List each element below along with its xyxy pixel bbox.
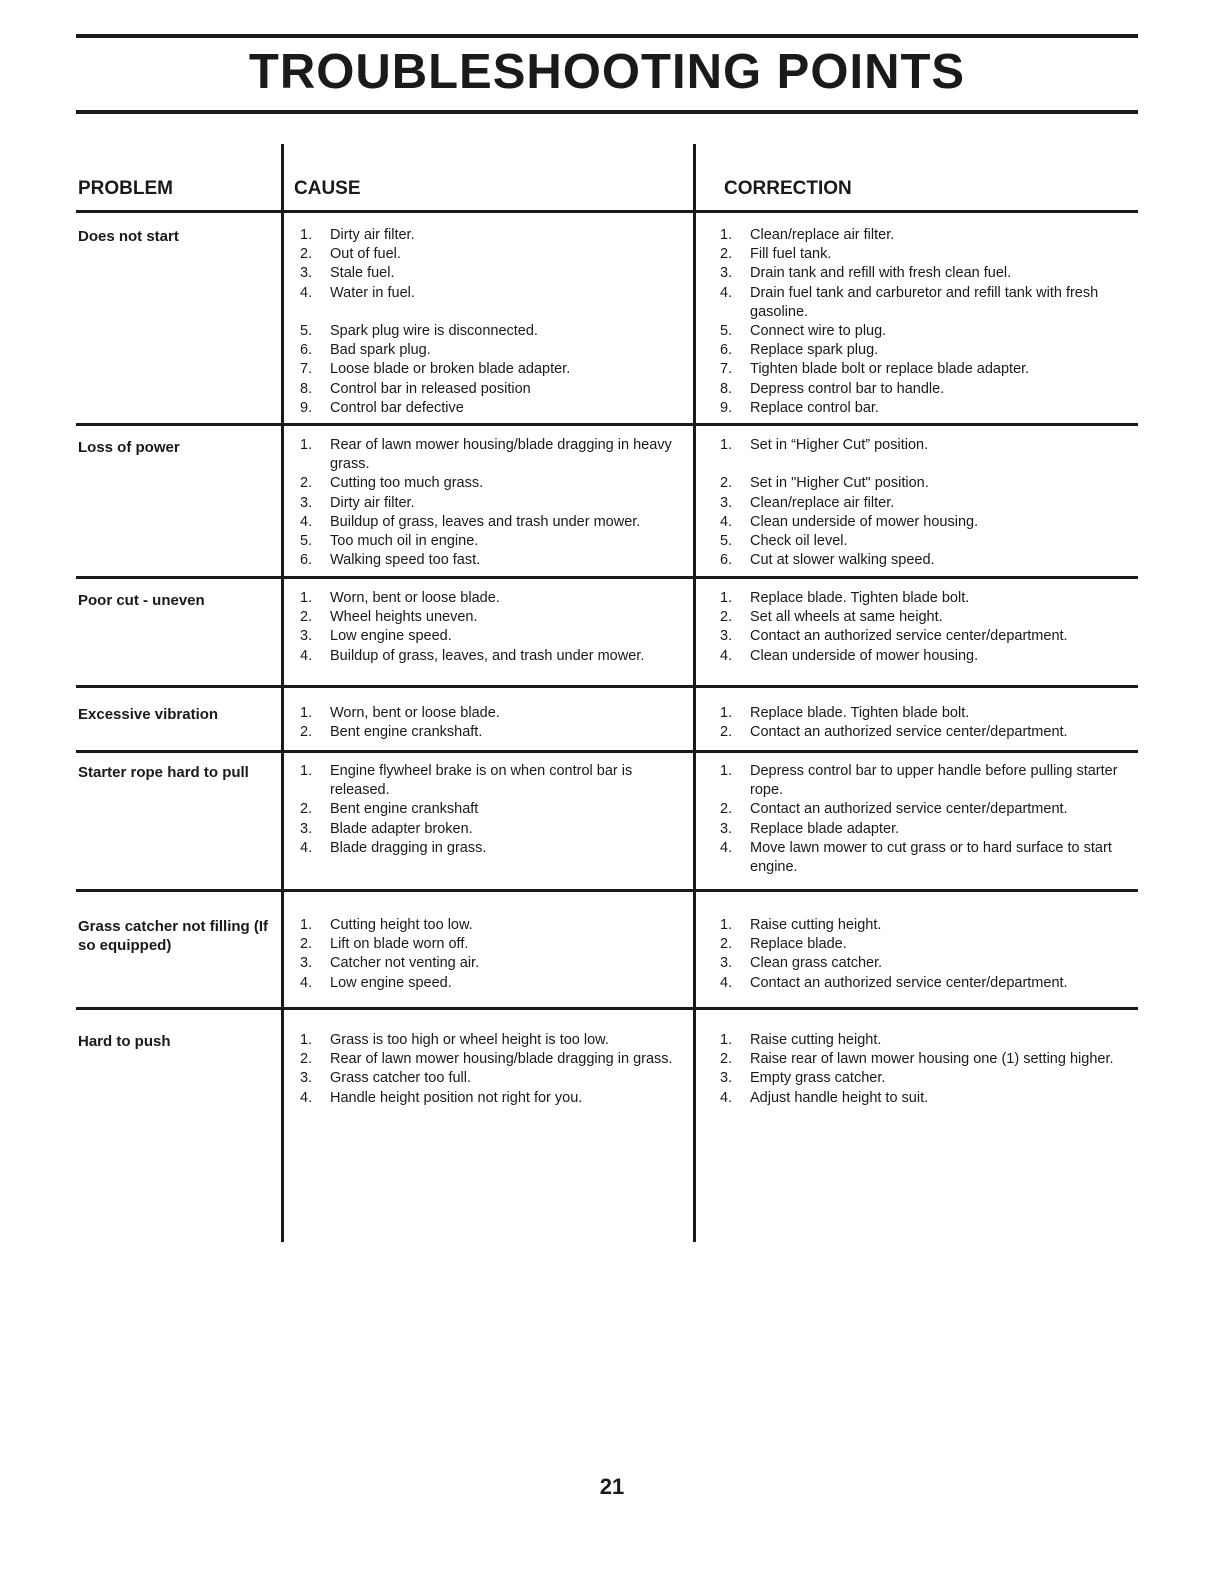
- list-item: 3. Stale fuel.: [300, 265, 395, 282]
- list-item: 2. Replace blade.: [720, 936, 847, 953]
- correction-list: [720, 226, 1140, 418]
- list-item: 1. Grass is too high or wheel height is too low.: [300, 1032, 609, 1048]
- column-divider-1: [281, 144, 284, 1242]
- list-item: 6. Replace spark plug.: [720, 342, 879, 359]
- row-separator: [76, 423, 1138, 426]
- list-item: 3. Blade adapter broken.: [300, 820, 473, 837]
- list-item: 2. Cutting too much grass.: [300, 475, 484, 492]
- list-item: 2. Set in "Higher Cut" position.: [720, 475, 929, 492]
- page-title: TROUBLESHOOTING POINTS: [248, 45, 966, 99]
- correction-list: [720, 436, 1140, 570]
- list-item: 4. Water in fuel.: [300, 284, 415, 301]
- list-item: 3. Catcher not venting air.: [300, 955, 480, 972]
- list-item: 2. Contact an authorized service center/department.: [720, 724, 1068, 741]
- title-rule-top: [76, 34, 1138, 38]
- page-number: 21: [599, 1474, 625, 1499]
- list-item: 4. Clean underside of mower housing.: [720, 513, 979, 530]
- list-item: 1. Depress control bar to upper handle before pulling starter rope.: [720, 763, 1118, 799]
- list-item: 6. Cut at slower walking speed.: [720, 552, 935, 569]
- list-item: 6. Walking speed too fast.: [300, 552, 481, 569]
- list-item: 4. Drain fuel tank and carburetor and refill tank with fresh gasoline.: [720, 284, 1099, 320]
- problem-hard-to-push: Hard to push: [78, 1033, 171, 1050]
- list-item: 2. Rear of lawn mower housing/blade dragging in grass.: [300, 1051, 673, 1068]
- list-item: 9. Control bar defective: [300, 399, 464, 416]
- list-item: 1. Engine flywheel brake is on when control bar is released.: [300, 763, 633, 799]
- list-item: 1. Cutting height too low.: [300, 917, 473, 933]
- row-separator: [76, 685, 1138, 688]
- list-item: 4. Move lawn mower to cut grass or to hard surface to start engine.: [720, 839, 1112, 876]
- correction-list: [720, 1031, 1140, 1108]
- list-item: 3. Empty grass catcher.: [720, 1070, 886, 1087]
- correction-list: [720, 916, 1140, 993]
- row-separator: [76, 576, 1138, 579]
- list-item: 3. Grass catcher too full.: [300, 1070, 472, 1087]
- list-item: 8. Control bar in released position: [300, 380, 531, 397]
- list-item: 1. Replace blade. Tighten blade bolt.: [720, 705, 970, 721]
- row-separator: [76, 1007, 1138, 1010]
- list-item: 1. Clean/replace air filter.: [720, 227, 895, 243]
- list-item: 4. Adjust handle height to suit.: [720, 1089, 929, 1106]
- list-item: 3. Drain tank and refill with fresh clean fuel.: [720, 265, 1012, 282]
- list-item: 9. Replace control bar.: [720, 399, 879, 416]
- list-item: 3. Low engine speed.: [300, 628, 452, 645]
- row-separator: [76, 750, 1138, 753]
- list-item: 4. Low engine speed.: [300, 974, 452, 991]
- list-item: 4. Buildup of grass, leaves, and trash under mower.: [300, 647, 645, 664]
- list-item: 2. Set all wheels at same height.: [720, 609, 943, 626]
- list-item: 1. Raise cutting height.: [720, 1032, 882, 1048]
- problem-loss-of-power: Loss of power: [78, 439, 180, 456]
- header-problem: PROBLEM: [78, 178, 173, 199]
- correction-list: [720, 762, 1140, 877]
- list-item: 6. Bad spark plug.: [300, 342, 431, 359]
- list-item: 4. Buildup of grass, leaves and trash under mower.: [300, 513, 641, 530]
- list-item: 1. Replace blade. Tighten blade bolt.: [720, 590, 970, 606]
- column-divider-2: [693, 144, 696, 1242]
- cause-list: [300, 589, 685, 666]
- cause-list: [300, 762, 685, 858]
- correction-list: [720, 589, 1140, 666]
- list-item: 2. Raise rear of lawn mower housing one (1) setting higher.: [720, 1051, 1114, 1068]
- list-item: 4. Blade dragging in grass.: [300, 839, 487, 856]
- problem-grass-catcher-not-filling: Grass catcher not filling (If so equipped): [78, 918, 269, 954]
- list-item: 4. Contact an authorized service center/department.: [720, 974, 1068, 991]
- correction-list: [720, 704, 1140, 742]
- problem-poor-cut-uneven: Poor cut - uneven: [78, 592, 205, 609]
- list-item: 5. Connect wire to plug.: [720, 323, 887, 340]
- list-item: 5. Too much oil in engine.: [300, 533, 479, 550]
- list-item: 3. Clean grass catcher.: [720, 955, 883, 972]
- list-item: 2. Wheel heights uneven.: [300, 609, 478, 626]
- cause-list: [300, 916, 685, 993]
- list-item: 4. Clean underside of mower housing.: [720, 647, 979, 664]
- list-item: 2. Contact an authorized service center/department.: [720, 801, 1068, 818]
- list-item: 4. Handle height position not right for you.: [300, 1089, 583, 1106]
- cause-list: [300, 704, 685, 742]
- list-item: 3. Replace blade adapter.: [720, 820, 900, 837]
- list-item: 2. Bent engine crankshaft: [300, 801, 479, 818]
- list-item: 7. Tighten blade bolt or replace blade adapter.: [720, 361, 1030, 378]
- header-rule: [76, 210, 1138, 213]
- list-item: 5. Check oil level.: [720, 533, 848, 549]
- header-cause: CAUSE: [294, 178, 361, 199]
- cause-list: [300, 436, 685, 570]
- header-correction: CORRECTION: [724, 178, 852, 199]
- list-item: 2. Bent engine crankshaft.: [300, 724, 483, 741]
- list-item: 7. Loose blade or broken blade adapter.: [300, 361, 571, 378]
- list-item: 1. Dirty air filter.: [300, 227, 415, 243]
- list-item: 1. Worn, bent or loose blade.: [300, 590, 500, 606]
- problem-does-not-start: Does not start: [78, 228, 179, 245]
- list-item: 3. Contact an authorized service center/department.: [720, 628, 1068, 645]
- list-item: 2. Fill fuel tank.: [720, 246, 832, 263]
- list-item: 1. Raise cutting height.: [720, 917, 882, 933]
- list-item: 8. Depress control bar to handle.: [720, 380, 945, 397]
- list-item: 3. Dirty air filter.: [300, 494, 415, 511]
- problem-excessive-vibration: Excessive vibration: [78, 706, 219, 723]
- cause-list: [300, 226, 685, 418]
- list-item: 2. Out of fuel.: [300, 246, 401, 263]
- list-item: 2. Lift on blade worn off.: [300, 936, 469, 953]
- list-item: 1. Set in “Higher Cut” position.: [720, 437, 929, 453]
- list-item: 1. Worn, bent or loose blade.: [300, 705, 500, 721]
- list-item: 1. Rear of lawn mower housing/blade dragging in heavy grass.: [300, 437, 672, 473]
- cause-list: [300, 1031, 685, 1108]
- list-item: 3. Clean/replace air filter.: [720, 494, 895, 511]
- row-separator: [76, 889, 1138, 892]
- list-item: 5. Spark plug wire is disconnected.: [300, 323, 538, 339]
- title-rule-bottom: [76, 110, 1138, 114]
- problem-starter-rope-hard-to-pull: Starter rope hard to pull: [78, 764, 249, 781]
